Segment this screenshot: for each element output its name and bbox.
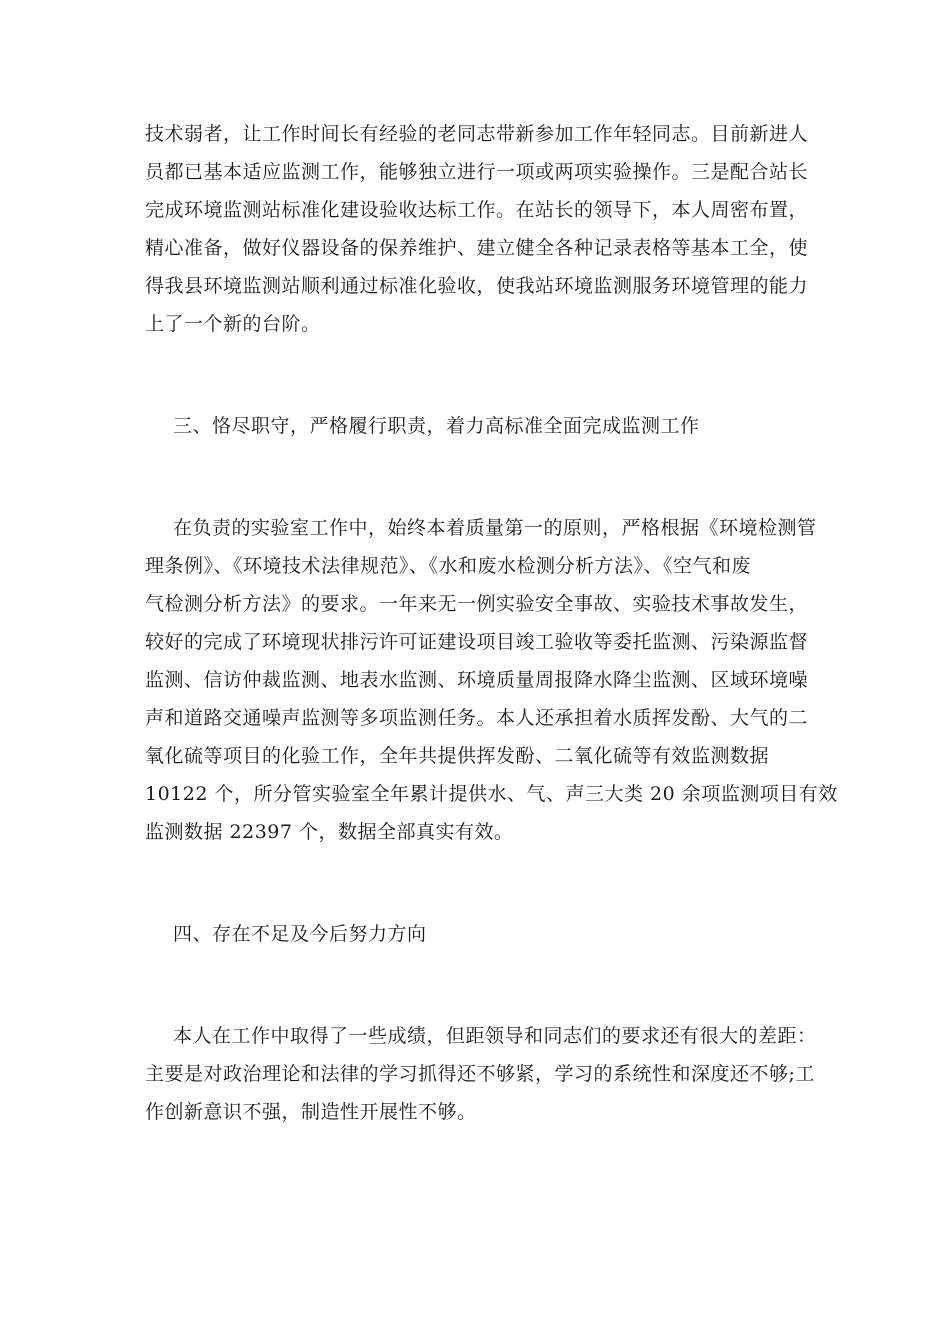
text-line: 监测、信访仲裁监测、地表水监测、环境质量周报降水降尘监测、区域环境噪 [145, 669, 809, 691]
text-line: 员都已基本适应监测工作，能够独立进行一项或两项实验操作。三是配合站长 [145, 161, 809, 183]
text-line: 在负责的实验室工作中，始终本着质量第一的原则，严格根据《环境检测管 [173, 517, 817, 539]
text-line: 气检测分析方法》的要求。一年来无一例实验安全事故、实验技术事故发生， [145, 593, 809, 615]
text-line: 完成环境监测站标准化建设验收达标工作。在站长的领导下，本人周密布置， [145, 199, 809, 221]
text-line: 得我县环境监测站顺利通过标准化验收，使我站环境监测服务环境管理的能力 [145, 275, 809, 297]
section-heading-4: 四、存在不足及今后努力方向 [173, 923, 427, 945]
text-line: 氧化硫等项目的化验工作，全年共提供挥发酚、二氧化硫等有效监测数据 [145, 745, 770, 767]
text-line: 理条例》、《环境技术法律规范》、《水和废水检测分析方法》、《空气和废 [145, 555, 752, 577]
text-line: 上了一个新的台阶。 [145, 313, 321, 335]
section-heading-3: 三、恪尽职守，严格履行职责，着力高标准全面完成监测工作 [173, 415, 700, 437]
text-line: 声和道路交通噪声监测等多项监测任务。本人还承担着水质挥发酚、大气的二 [145, 707, 809, 729]
text-line: 较好的完成了环境现状排污许可证建设项目竣工验收等委托监测、污染源监督 [145, 631, 809, 653]
text-line: 本人在工作中取得了一些成绩，但距领导和同志们的要求还有很大的差距： [173, 1025, 817, 1047]
text-line: 监测数据 22397 个，数据全部真实有效。 [145, 821, 514, 843]
text-line: 技术弱者，让工作时间长有经验的老同志带新参加工作年轻同志。目前新进人 [145, 123, 809, 145]
text-line: 作创新意识不强，制造性开展性不够。 [145, 1101, 477, 1123]
text-line: 精心准备，做好仪器设备的保养维护、建立健全各种记录表格等基本工全，使 [145, 237, 809, 259]
text-line: 10122 个，所分管实验室全年累计提供水、气、声三大类 20 余项监测项目有效 [145, 783, 838, 805]
text-line: 主要是对政治理论和法律的学习抓得还不够紧，学习的系统性和深度还不够;工 [145, 1063, 815, 1085]
